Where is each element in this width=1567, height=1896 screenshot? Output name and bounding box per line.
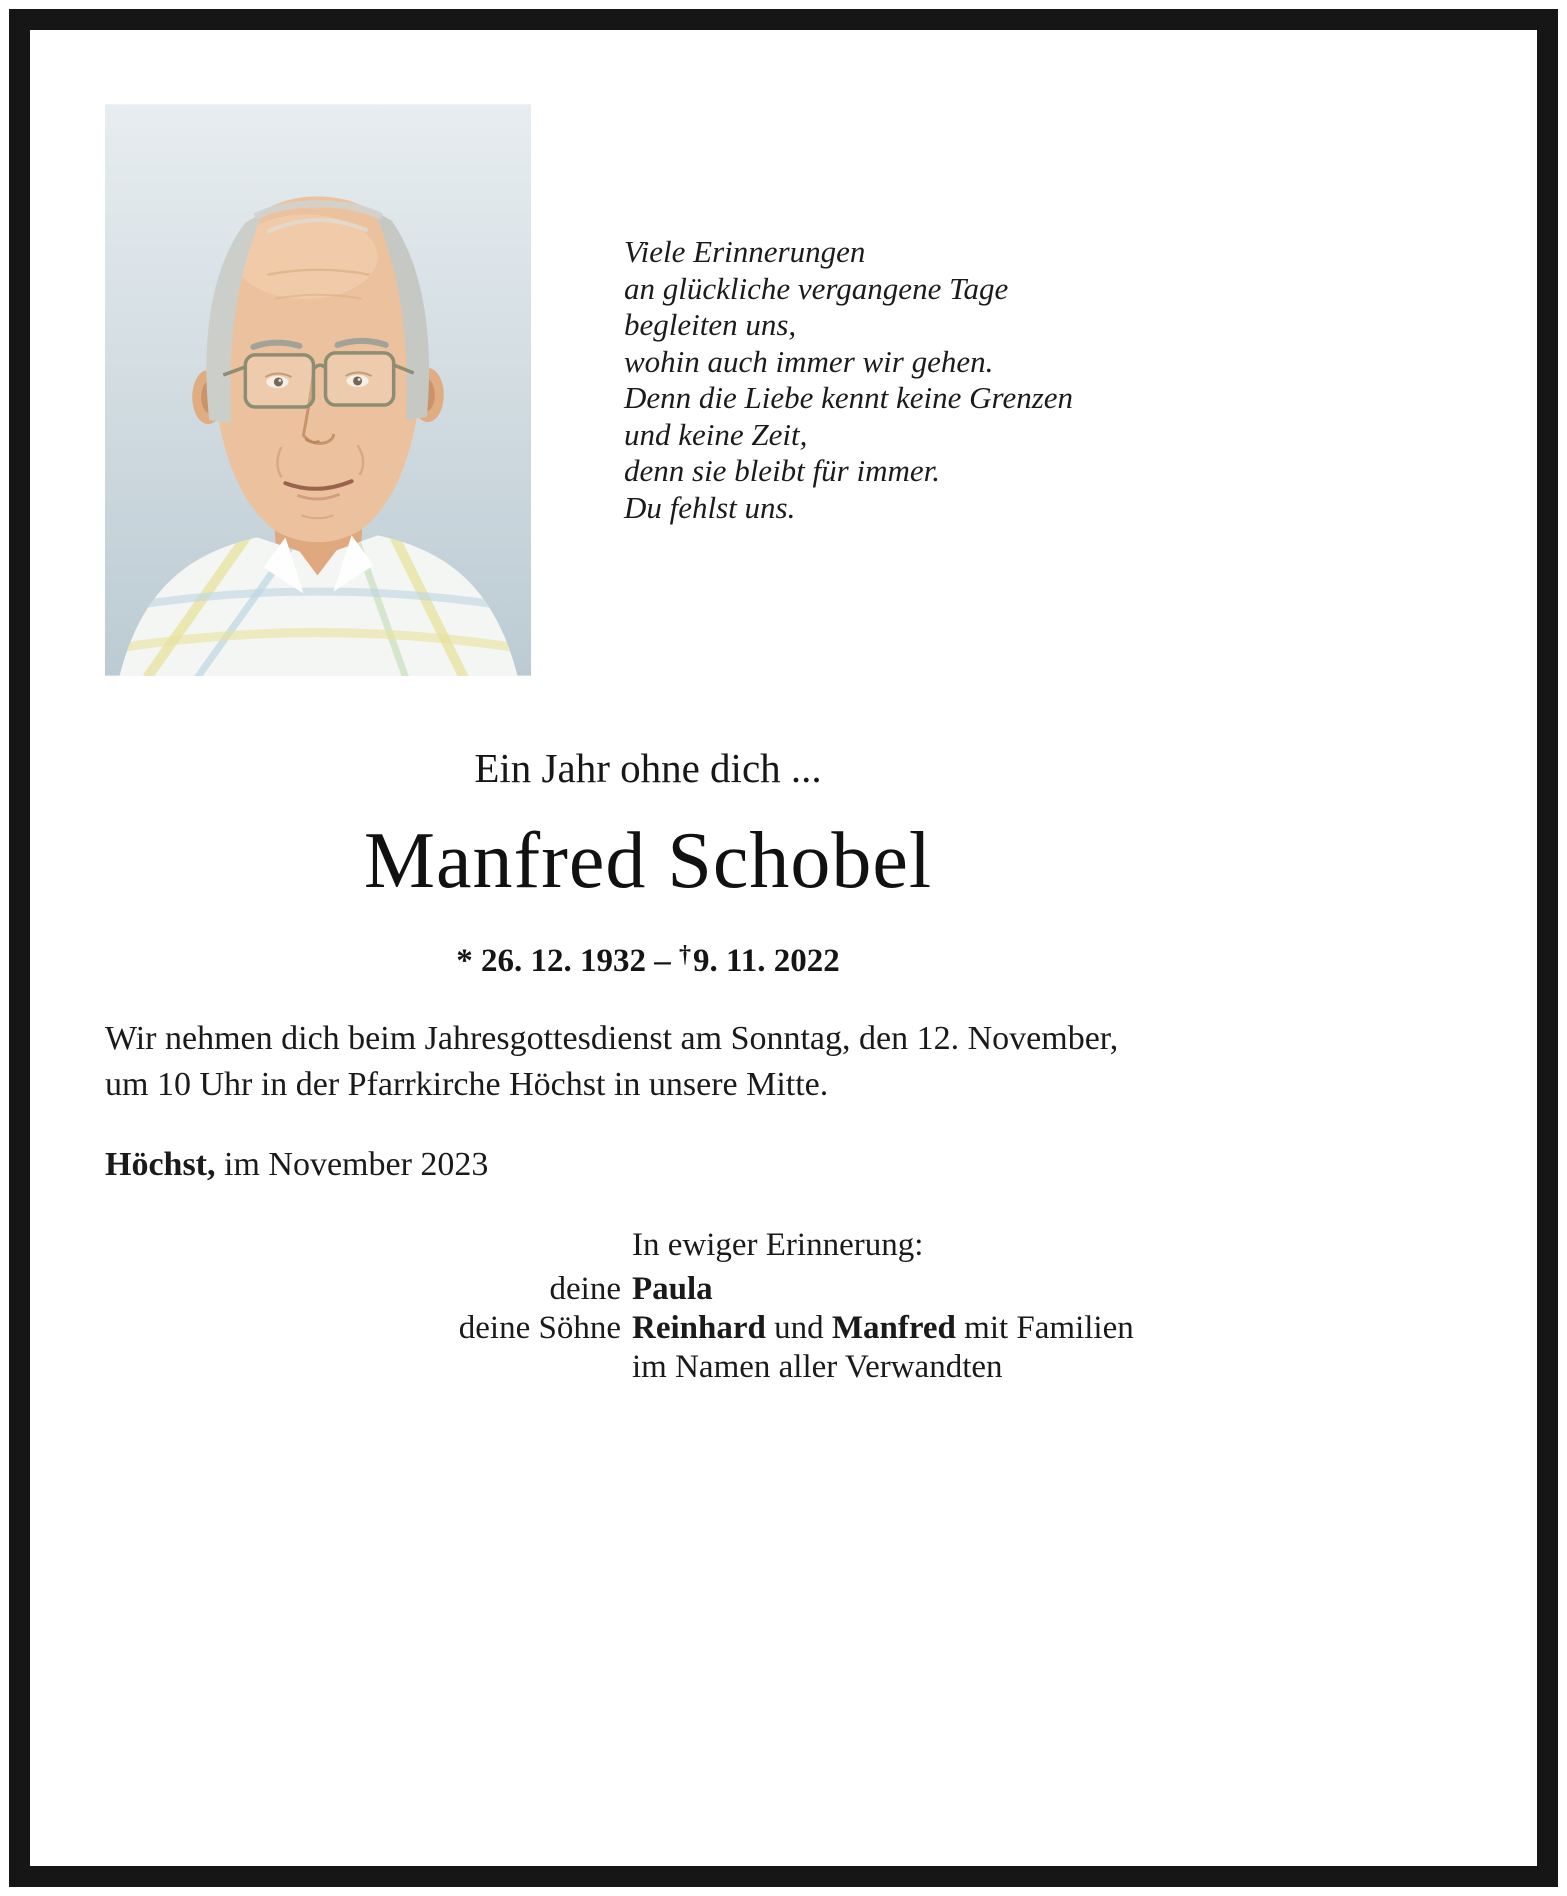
dateline-date: im November 2023 [224,1146,489,1183]
death-symbol: † [679,942,692,968]
memorial-title-row [105,1226,1365,1265]
memorial-line2-suffix: mit Familien [964,1310,1134,1346]
memorial-line1-prefix: deine [549,1271,621,1307]
place-name: Höchst, [105,1146,216,1183]
date-separator: – [654,943,671,979]
poem-line: an glückliche vergangene Tage [624,270,1009,306]
memorial-line2-mid: und [774,1310,824,1346]
memorial-name-paula: Paula [632,1271,713,1307]
life-dates [105,942,1191,980]
memorial-line-relatives [105,1348,1365,1387]
poem-line: begleiten uns, [624,307,797,342]
memorial-line2-prefix: deine Söhne [458,1310,621,1346]
poem-line: Denn die Liebe kennt keine Grenzen [624,380,1074,415]
poem-line: Du fehlst uns. [624,489,796,525]
poem-line: wohin auch immer wir gehen. [624,343,994,379]
poem-line: und keine Zeit, [624,416,808,452]
memorial-name-reinhard: Reinhard [632,1310,766,1346]
announcement-line: um 10 Uhr in der Pfarrkirche Höchst in unsere Mitte. [105,1066,829,1103]
memorial-signatures [105,1226,1365,1387]
portrait-photo-illustration [105,104,531,676]
deceased-name: Manfred Schobel [363,817,933,905]
place-dateline [105,1146,488,1184]
intro-line: Ein Jahr ohne dich ... [474,745,822,791]
birth-symbol: * [456,943,473,979]
memorial-line3: im Namen aller Verwandten [632,1349,1003,1385]
poem-line: denn sie bleibt für immer. [624,453,940,488]
portrait-photo [105,104,531,676]
poem-line: Viele Erinnerungen [624,234,866,269]
memorial-line1-main [621,1270,713,1309]
announcement-line: Wir nehmen dich beim Jahresgottesdienst am Sonntag, den 12. November, [105,1020,1119,1057]
death-date: 9. 11. 2022 [693,943,840,979]
memorial-line-sons [105,1309,1365,1348]
service-announcement [105,1016,1215,1108]
birth-date: 26. 12. 1932 [481,943,647,979]
memorial-poem [624,234,1073,526]
memorial-line2-main [621,1309,1134,1348]
memorial-line-wife [105,1270,1365,1309]
memorial-title: In ewiger Erinnerung: [632,1227,924,1263]
memorial-name-manfred: Manfred [831,1310,956,1346]
